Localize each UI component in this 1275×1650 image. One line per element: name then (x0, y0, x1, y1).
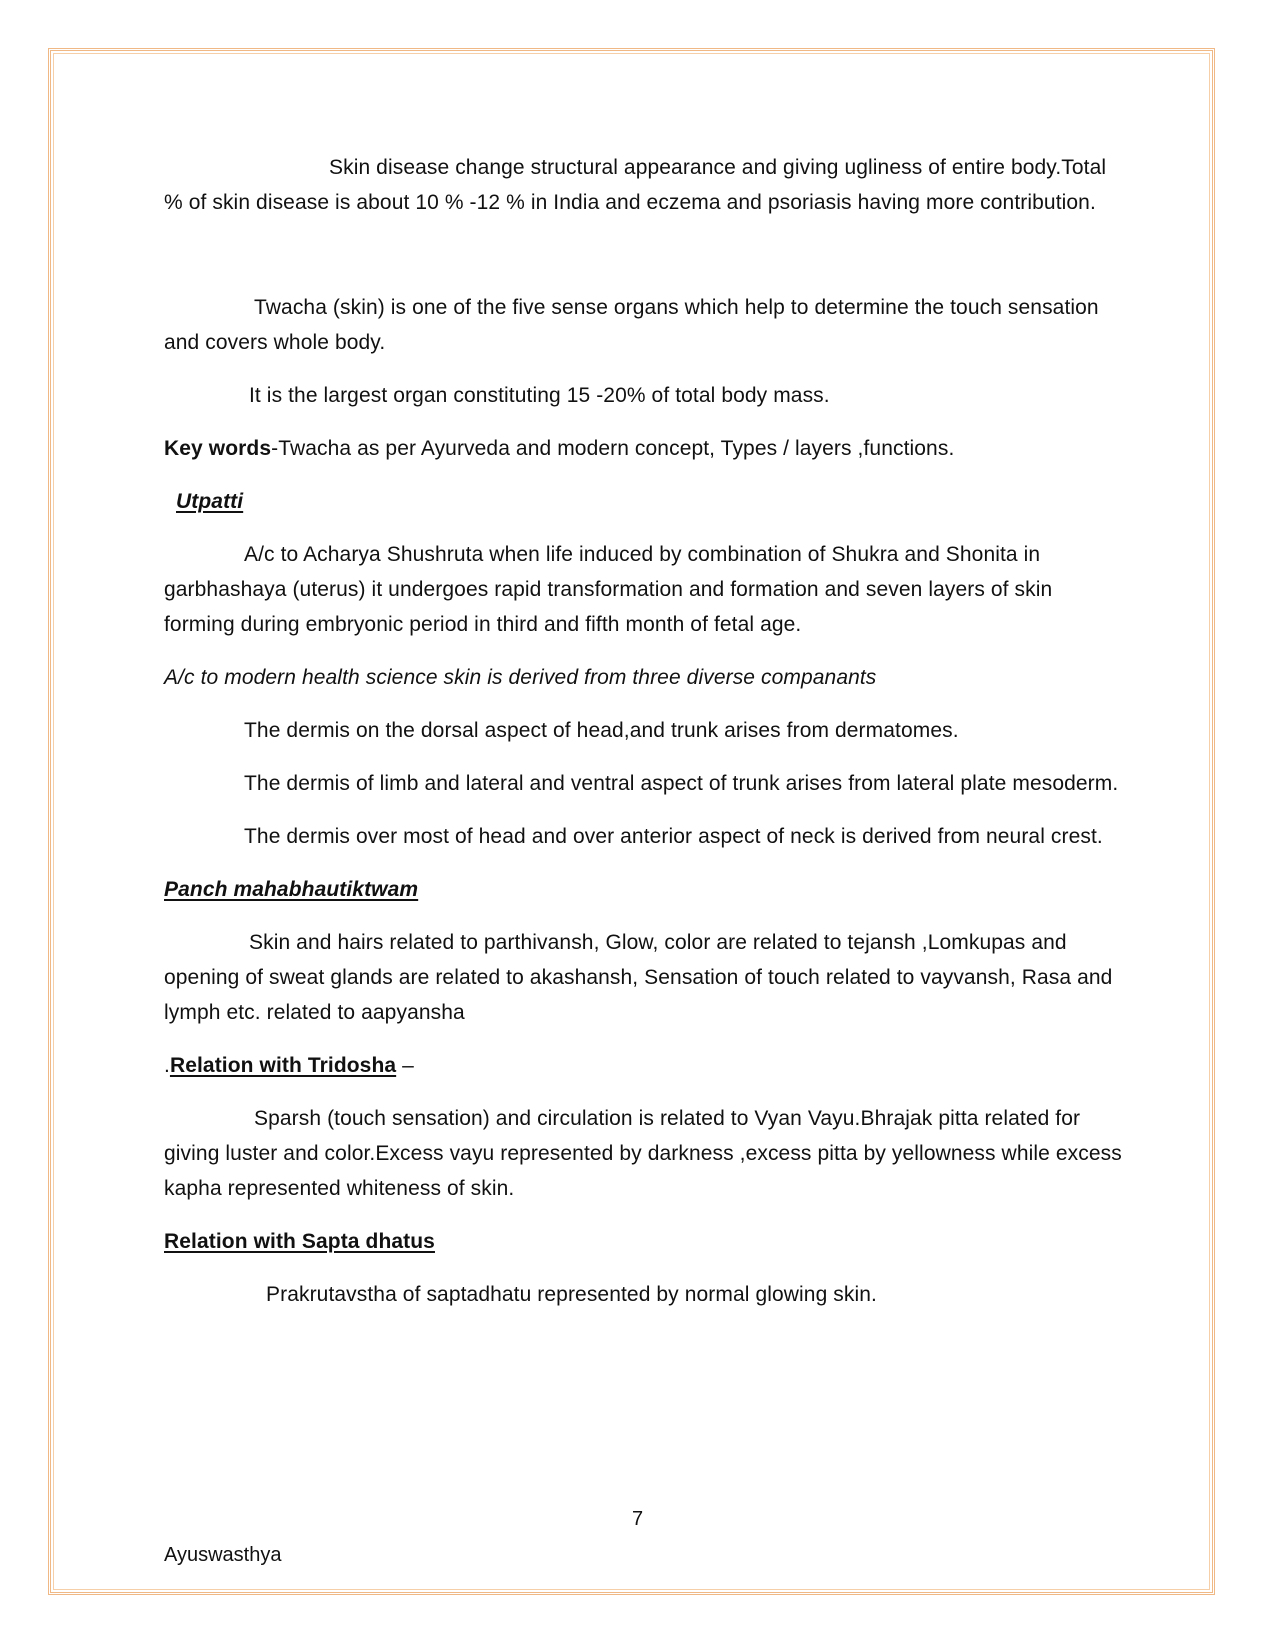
tridosha-heading: Relation with Tridosha (169, 1054, 397, 1077)
panch-heading-line (164, 872, 1124, 907)
modern-science-paragraph: A/c to modern health science skin is derived from three diverse companants (164, 666, 877, 689)
dermis-limb-paragraph: The dermis of limb and lateral and ventral aspect of trunk arises from lateral plate mesoderm. (244, 772, 1119, 795)
keywords-label: Key words (164, 437, 272, 460)
twacha-paragraph: Twacha (skin) is one of the five sense organs which help to determine the touch sensation and covers whole body. (164, 296, 1099, 354)
document-body (164, 150, 1124, 1312)
keywords-paragraph (164, 431, 1124, 466)
sapta-heading-line (164, 1224, 1124, 1259)
dermis-head-paragraph: The dermis over most of head and over anterior aspect of neck is derived from neural crest. (244, 825, 1103, 848)
tridosha-suffix: – (396, 1054, 414, 1077)
utpatti-heading: Utpatti (176, 490, 244, 513)
keywords-text: -Twacha as per Ayurveda and modern concept, Types / layers ,functions. (271, 437, 955, 460)
tridosha-heading-line (164, 1048, 1124, 1083)
intro-paragraph: Skin disease change structural appearance and giving ugliness of entire body.Total % of skin disease is about 10 % -12 % in India and eczema and psoriasis having more contribution. (164, 156, 1107, 214)
tridosha-prefix: . (164, 1054, 170, 1077)
footer-text: Ayuswasthya (164, 1544, 282, 1566)
tridosha-paragraph: Sparsh (touch sensation) and circulation is related to Vyan Vayu.Bhrajak pitta related for giving luster and color.Excess vayu represented by darkness ,excess pitta by yellowness while excess kapha represented whiteness of skin. (164, 1107, 1122, 1200)
largest-organ-paragraph: It is the largest organ constituting 15 -20% of total body mass. (249, 384, 830, 407)
sapta-paragraph: Prakrutavstha of saptadhatu represented by normal glowing skin. (266, 1283, 877, 1306)
panch-heading: Panch mahabhautiktwam (164, 878, 419, 901)
sapta-heading: Relation with Sapta dhatus (164, 1230, 435, 1253)
acharya-paragraph: A/c to Acharya Shushruta when life induced by combination of Shukra and Shonita in garbhashaya (uterus) it undergoes rapid transformation and formation and seven layers of skin forming during embryonic period in third and fifth month of fetal age. (164, 543, 1053, 636)
dermis-dorsal-paragraph: The dermis on the dorsal aspect of head,and trunk arises from dermatomes. (244, 719, 959, 742)
panch-paragraph: Skin and hairs related to parthivansh, Glow, color are related to tejansh ,Lomkupas and opening of sweat glands are related to akashansh, Sensation of touch related to vayvansh, Rasa and lymph etc. related to aapyansha (164, 931, 1113, 1024)
utpatti-heading-line (164, 484, 1124, 519)
page-number: 7 (631, 1508, 644, 1530)
